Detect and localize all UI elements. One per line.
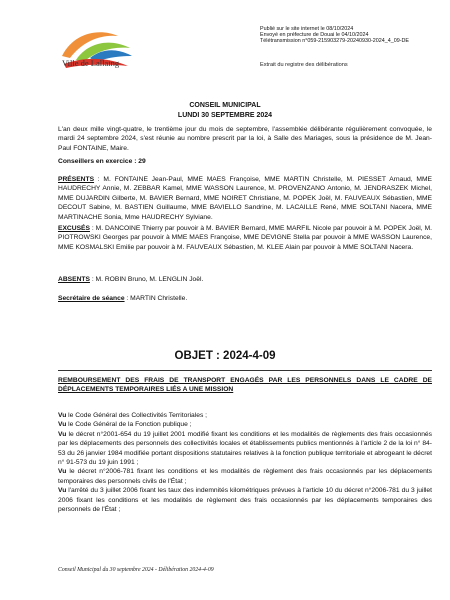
- subject-heading: REMBOURSEMENT DES FRAIS DE TRANSPORT ENGAGÉS PAR LES PERSONNELS DANS LE CADRE DE DÉPLACEMENTS TEMPORAIRES LIÉS A UNE MISSION: [58, 377, 432, 394]
- secretaire-text: : MARTIN Christelle.: [124, 295, 188, 302]
- absents-label: ABSENTS: [58, 276, 90, 283]
- vu-item: [58, 486, 432, 514]
- vu-text: le Code Général des Collectivités Territoriales ;: [66, 412, 208, 419]
- secretaire-label: Secrétaire de séance: [58, 295, 125, 302]
- intro-paragraph: L'an deux mille vingt-quatre, le trentième jour du mois de septembre, l'assemblée délibérante régulièrement convoquée, le mardi 24 septembre 2024, s'est réunie au nombre prescrit par la loi, à Salle des Mariages, sous la présidence de M. Jean-Paul FONTAINE, Maire.: [58, 126, 432, 152]
- publication-line: Télétransmission n°059-215903279-20240930-2024_4_09-DE: [260, 38, 410, 45]
- logo-text: Ville de Lallaing: [62, 58, 120, 68]
- vu-text: le décret n°2001-654 du 19 juillet 2001 modifié fixant les conditions et les modalités de règlements des frais occasionnés par les déplacements des personnels des collectivités locales et établissements publics mentionnés à l'article 2 de la loi n° 84-53 du 26 janvier 1984 modifiée portant dispositions statutaires relatives à la fonction publique territoriale et abrogeant le décret n° 91-573 du 19 juin 1991 ;: [58, 430, 432, 467]
- vu-label: Vu: [58, 421, 67, 429]
- excuses-paragraph: [58, 224, 432, 252]
- objet-title: OBJET : 2024-4-09: [174, 350, 276, 362]
- vu-label: Vu: [58, 430, 67, 438]
- council-title: CONSEIL MUNICIPAL: [189, 102, 261, 109]
- excuses-text: : M. DANCOINE Thierry par pouvoir à M. BAVIER Bernard, MME MARFIL Nicole par pouvoir à M. POPEK Joël, M. PIOTROWSKI Georges par pouvoir à MME MAES Françoise, MME DEVIGNE Stella par pouvoir à MME WASSON Laurence, MME KOSMALSKI Emilie par pouvoir à M. FAUVEAUX Sébastien, M. KLEE Alain par pouvoir à MME SOLTANI Nacera.: [58, 225, 432, 251]
- vu-item: [58, 430, 432, 468]
- presents-paragraph: [58, 175, 432, 222]
- page-footer: Conseil Municipal du 30 septembre 2024 - Délibération 2024-4-09: [58, 567, 214, 573]
- publication-line: Envoyé en préfecture de Douai le 04/10/2024: [260, 32, 369, 39]
- divider: [58, 370, 432, 371]
- vu-item: [58, 420, 432, 429]
- presents-text: : M. FONTAINE Jean-Paul, MME MAES Françoise, MME MARTIN Christelle, M. PIESSET Arnaud, MME HAUDRECHY Annie, M. ZEBBAR Kamel, MME WASSON Laurence, M. PROVENZANO Antonio, M. JENDRASZEK Michel, MME DUJARDIN Gilberte, M. BAVIER Bernard, MME NOIRET Christiane, M. POPEK Joël, M. FAUVEAUX Sébastien, MME DECOUT Sabine, M. BASTIEN Guillaume, MME BAVIELLO Sandrine, M. LACAILLE René, MME SOLTANI Nacera, MME MARTINACHE Sonia, Mme HAUDRECHY Sylviane.: [58, 176, 432, 221]
- vu-label: Vu: [58, 487, 67, 495]
- vu-text: le Code Général de la Fonction publique ;: [66, 421, 192, 429]
- vu-list: [58, 411, 432, 514]
- vu-label: Vu: [58, 468, 67, 476]
- city-logo: [56, 26, 136, 78]
- absents-text: : M. ROBIN Bruno, M. LENGLIN Joël.: [89, 276, 204, 283]
- conseillers-label: Conseillers en exercice :: [58, 158, 137, 165]
- absents-line: [58, 275, 432, 284]
- conseillers-line: [58, 157, 432, 166]
- secretaire-line: [58, 294, 432, 303]
- excuses-label: EXCUSÉS: [58, 225, 90, 232]
- extrait-label: Extrait du registre des délibérations: [260, 62, 348, 68]
- publication-info: [260, 26, 445, 45]
- vu-text: l'arrêté du 3 juillet 2006 fixant les taux des indemnités kilométriques prévues à l'article 10 du décret n°2006-781 du 3 juillet 2006 fixant les conditions et les modalités de règlement des frais occasionnés par les déplacements temporaires des personnels de l'État ;: [58, 487, 432, 514]
- conseillers-value: 29: [138, 158, 146, 165]
- vu-item: [58, 467, 432, 486]
- vu-text: le décret n°2006-781 fixant les conditions et les modalités de règlement des frais occasionnés par les déplacements temporaires des personnels civils de l'État ;: [58, 468, 432, 485]
- council-date: LUNDI 30 SEPTEMBRE 2024: [177, 112, 273, 119]
- vu-item: [58, 411, 432, 420]
- presents-label: PRÉSENTS: [58, 176, 95, 183]
- vu-label: Vu: [58, 412, 67, 419]
- publication-line: Publié sur le site internet le 08/10/2024: [260, 26, 354, 32]
